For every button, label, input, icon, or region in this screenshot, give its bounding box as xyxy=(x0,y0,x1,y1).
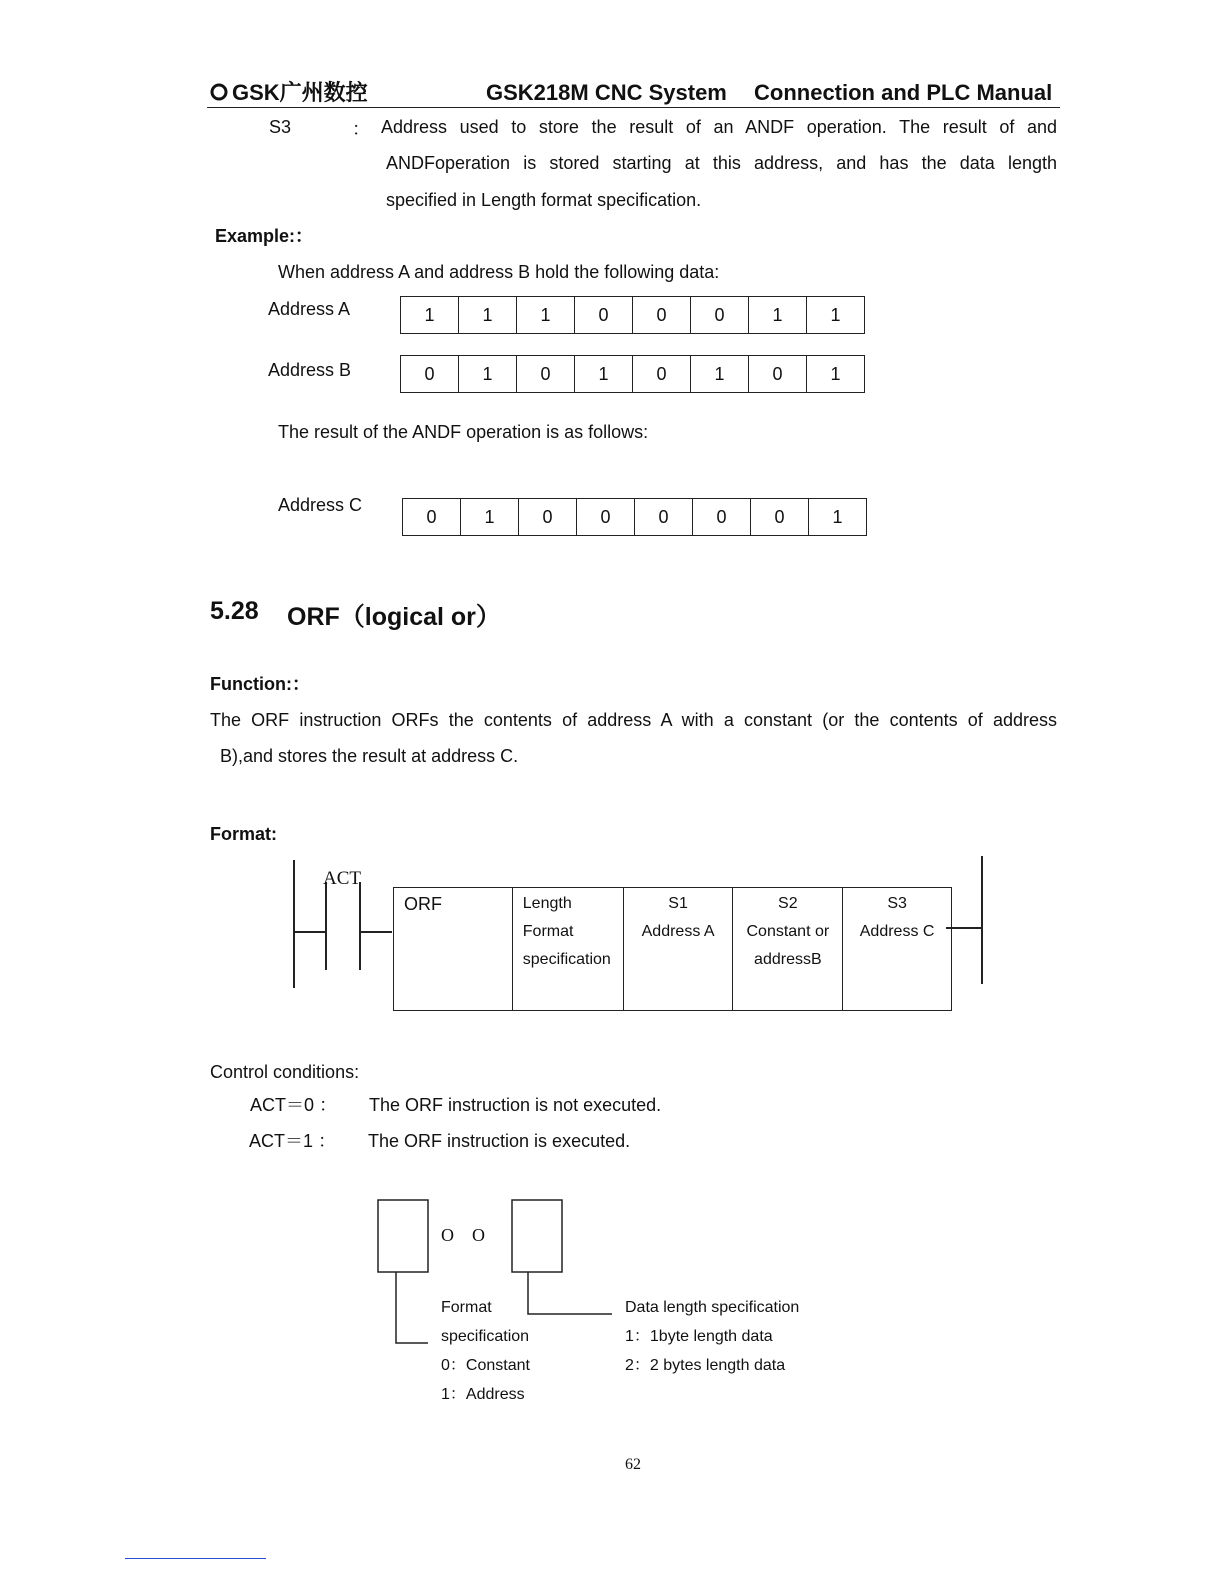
s2-cell xyxy=(733,888,843,1010)
bit-cell: 1 xyxy=(459,296,517,334)
length-format-line: specification xyxy=(522,951,611,968)
function-line-2: B),and stores the result at address C. xyxy=(220,746,519,766)
bit-cell: 0 xyxy=(577,498,635,536)
section-title: ORF（logical or） xyxy=(287,603,501,631)
control-heading: Control conditions: xyxy=(210,1062,360,1082)
address-a-label: Address A xyxy=(268,299,351,319)
s1-line: S1 xyxy=(668,895,688,912)
footnote-rule xyxy=(125,1558,266,1559)
bit-cell: 1 xyxy=(461,498,519,536)
format-heading: Format: xyxy=(210,824,277,844)
format-spec-line: specification xyxy=(441,1328,530,1345)
section-number: 5.28 xyxy=(210,597,259,625)
s3-cell-line: S3 xyxy=(887,895,907,912)
format-spec-box xyxy=(378,1200,428,1272)
orf-cell xyxy=(394,888,513,1010)
s3-line-1: Address used to store the result of an ANDF operation. The result of and xyxy=(381,117,1057,137)
s3-label: S3 xyxy=(269,117,292,137)
bit-cell: 1 xyxy=(807,355,865,393)
address-c-bits xyxy=(402,498,867,536)
act1-condition: ACT＝1 ： xyxy=(249,1131,337,1151)
s3-cell xyxy=(843,888,951,1010)
s3-cell-line: Address C xyxy=(859,923,935,940)
bit-cell: 1 xyxy=(691,355,749,393)
logo-text: GSK广州数控 xyxy=(232,80,368,105)
header-product: GSK218M CNC System xyxy=(486,80,727,105)
act0-condition: ACT＝0 ： xyxy=(250,1095,338,1115)
header-manual-title: Connection and PLC Manual xyxy=(754,80,1053,105)
s3-colon: ： xyxy=(352,119,370,139)
act0-text: The ORF instruction is not executed. xyxy=(369,1095,662,1115)
bit-cell: 0 xyxy=(575,296,633,334)
bit-cell: 0 xyxy=(401,355,459,393)
function-heading: Function:： xyxy=(210,674,310,694)
bit-cell: 0 xyxy=(517,355,575,393)
bit-cell: 0 xyxy=(633,296,691,334)
bit-cell: 1 xyxy=(809,498,867,536)
bit-cell: 0 xyxy=(691,296,749,334)
data-length-line: 1：1byte length data xyxy=(625,1328,773,1345)
format-spec-line: 1：Address xyxy=(441,1386,525,1403)
bit-cell: 0 xyxy=(749,355,807,393)
bit-cell: 1 xyxy=(749,296,807,334)
length-format-line: Length xyxy=(522,895,572,912)
length-format-cell xyxy=(513,888,624,1010)
s2-line: addressB xyxy=(754,951,822,968)
address-b-label: Address B xyxy=(268,360,352,380)
data-length-line: Data length specification xyxy=(625,1299,800,1316)
page-number: 62 xyxy=(625,1456,641,1473)
bit-cell: 0 xyxy=(633,355,691,393)
s1-cell xyxy=(624,888,734,1010)
s3-line-3: specified in Length format specification. xyxy=(386,190,702,210)
format-spec-leader xyxy=(396,1272,428,1343)
s3-line-2: ANDFoperation is stored starting at this address, and has the data length xyxy=(386,153,1057,173)
act1-text: The ORF instruction is executed. xyxy=(368,1131,631,1151)
orf-cell-line: ORF xyxy=(404,894,442,914)
bit-cell: 0 xyxy=(693,498,751,536)
format-spec-line: Format xyxy=(441,1299,492,1316)
address-a-bits xyxy=(400,296,865,334)
gsk-logo xyxy=(208,78,448,106)
bit-cell: 1 xyxy=(517,296,575,334)
bit-cell: 0 xyxy=(403,498,461,536)
length-spec-box xyxy=(512,1200,562,1272)
address-c-label: Address C xyxy=(278,495,363,515)
s2-line: S2 xyxy=(778,895,798,912)
s1-line: Address A xyxy=(641,923,715,940)
bit-cell: 1 xyxy=(807,296,865,334)
example-intro: When address A and address B hold the following data: xyxy=(278,262,720,282)
function-line-1: The ORF instruction ORFs the contents of address A with a constant (or the contents of address xyxy=(210,710,1057,730)
data-length-line: 2：2 bytes length data xyxy=(625,1357,786,1374)
example-heading: Example:： xyxy=(215,226,314,246)
orf-instruction-box xyxy=(393,887,952,1011)
bit-cell: 1 xyxy=(575,355,633,393)
bit-cell: 1 xyxy=(401,296,459,334)
length-format-line: Format xyxy=(522,923,574,940)
result-intro: The result of the ANDF operation is as follows: xyxy=(278,422,649,442)
spec-zeros: O O xyxy=(441,1225,485,1245)
bit-cell: 0 xyxy=(635,498,693,536)
bit-cell: 1 xyxy=(459,355,517,393)
address-b-bits xyxy=(400,355,865,393)
act-contact-label: ACT xyxy=(323,868,361,889)
header-rule xyxy=(207,107,1060,108)
s2-line: Constant or xyxy=(746,923,830,940)
gsk-logo-graphic xyxy=(208,78,448,106)
bit-cell: 0 xyxy=(751,498,809,536)
bit-cell: 0 xyxy=(519,498,577,536)
format-spec-line: 0：Constant xyxy=(441,1357,530,1374)
length-spec-leader xyxy=(528,1272,612,1314)
